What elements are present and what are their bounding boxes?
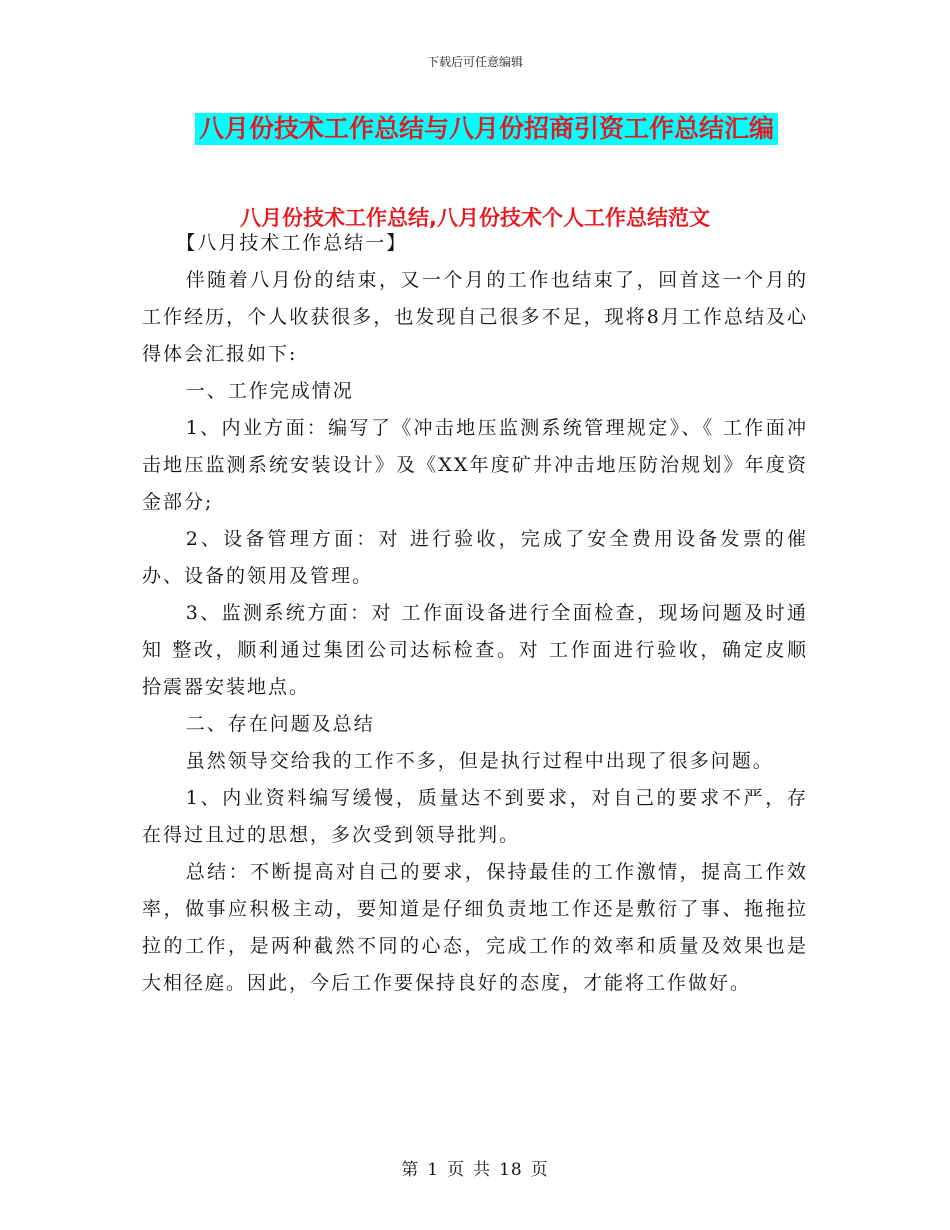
paragraph-intro: 伴随着八月份的结束，又一个月的工作也结束了，回首这一个月的工作经历，个人收获很多，也发现自己很多不足，现将8月工作总结及心得体会汇报如下: (142, 269, 808, 365)
footer-suffix: 页 (530, 1160, 549, 1180)
footer-page-word: 页 (447, 1160, 466, 1180)
paragraph-problem-1: 1、内业资料编写缓慢，质量达不到要求，对自己的要求不严，存在得过且过的思想，多次受到领导批判。 (142, 787, 808, 846)
paragraph-problems-intro: 虽然领导交给我的工作不多，但是执行过程中出现了很多问题。 (185, 750, 774, 772)
section-heading-problems: 二、存在问题及总结 (185, 713, 375, 735)
footer-current-page: 1 (427, 1160, 440, 1180)
paragraph-monitoring-system: 3、监测系统方面：对 工作面设备进行全面检查，现场问题及时通知 整改，顺利通过集团公司达标检查。对 工作面进行验收，确定皮顺拾震器安装地点。 (142, 602, 808, 698)
header-note: 下载后可任意编辑 (426, 55, 523, 69)
section-heading-work-completion: 一、工作完成情况 (185, 380, 354, 402)
document-main-title: 八月份技术工作总结与八月份招商引资工作总结汇编 (195, 113, 778, 145)
page-footer (0, 1155, 950, 1180)
footer-total-pages: 18 (499, 1160, 523, 1180)
footer-total-word: 共 (473, 1160, 492, 1180)
paragraph-equipment-management: 2、设备管理方面：对 进行验收，完成了安全费用设备发票的催办、设备的领用及管理。 (142, 528, 808, 587)
section-label: 【八月技术工作总结一】 (176, 232, 408, 254)
document-body (142, 225, 808, 1002)
footer-prefix: 第 (401, 1160, 420, 1180)
paragraph-summary: 总结：不断提高对自己的要求，保持最佳的工作激情，提高工作效率，做事应积极主动，要知道是仔细负责地工作还是敷衍了事、拖拖拉拉的工作，是两种截然不同的心态，完成工作的效率和质量及效果也是大相径庭。因此，今后工作要保持良好的态度，才能将工作做好。 (142, 861, 808, 994)
document-sub-title: 八月份技术工作总结,八月份技术个人工作总结范文 (240, 206, 710, 230)
paragraph-internal-work: 1、内业方面：编写了《冲击地压监测系统管理规定》、《 工作面冲击地压监测系统安装设计》及《XX年度矿井冲击地压防治规划》年度资金部分; (142, 417, 808, 513)
